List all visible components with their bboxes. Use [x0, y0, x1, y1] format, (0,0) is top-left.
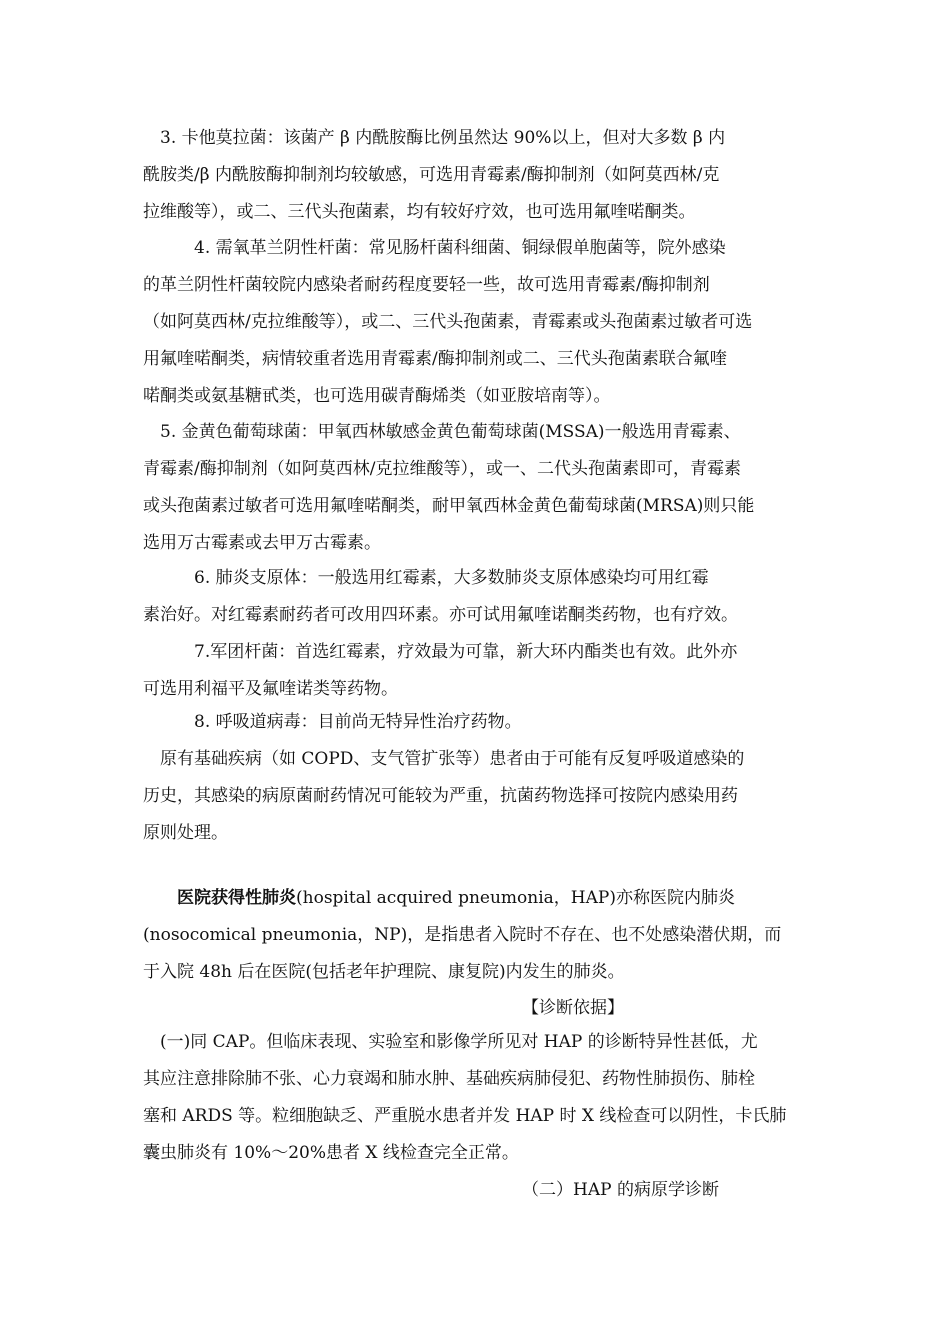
paragraph-mycoplasma	[143, 560, 813, 634]
text-line: (一)同 CAP。但临床表现、实验室和影像学所见对 HAP 的诊断特异性甚低，尤	[143, 1032, 758, 1052]
text-line: 选用万古霉素或去甲万古霉素。	[143, 533, 381, 553]
hap-term-rest: (hospital acquired pneumonia，HAP)亦称医院内肺炎	[296, 888, 735, 908]
text-line: 6. 肺炎支原体：一般选用红霉素，大多数肺炎支原体感染均可用红霉	[143, 568, 709, 588]
text-line: （如阿莫西林/克拉维酸等），或二、三代头孢菌素，青霉素或头孢菌素过敏者可选	[143, 312, 753, 332]
text-line: (nosocomical pneumonia，NP)，是指患者入院时不存在、也不处感染潜伏期，而	[143, 925, 782, 945]
paragraph-diagnosis-1	[143, 1024, 813, 1172]
text-line: 历史，其感染的病原菌耐药情况可能较为严重，抗菌药物选择可按院内感染用药	[143, 786, 738, 806]
paragraph-gram-negative	[143, 230, 813, 415]
paragraph-staphylococcus	[143, 414, 813, 562]
text-line: 拉维酸等），或二、三代头孢菌素，均有较好疗效，也可选用氟喹喏酮类。	[143, 202, 696, 222]
text-line: 可选用利福平及氟喹诺类等药物。	[143, 679, 398, 699]
paragraph-hap-definition	[143, 880, 813, 991]
text-line: 于入院 48h 后在医院(包括老年护理院、康复院)内发生的肺炎。	[143, 962, 625, 982]
diagnosis-2-heading: （二）HAP 的病原学诊断	[522, 1180, 719, 1200]
text-line: 塞和 ARDS 等。粒细胞缺乏、严重脱水患者并发 HAP 时 X 线检查可以阴性，卡氏肺	[143, 1106, 787, 1126]
text-line: 酰胺类/β 内酰胺酶抑制剂均较敏感，可选用青霉素/酶抑制剂（如阿莫西林/克	[143, 165, 720, 185]
text-line: 原有基础疾病（如 COPD、支气管扩张等）患者由于可能有反复呼吸道感染的	[143, 749, 745, 769]
text-line: 5. 金黄色葡萄球菌：甲氧西林敏感金黄色葡萄球菌(MSSA)一般选用青霉素、	[143, 422, 741, 442]
text-line: 3. 卡他莫拉菌：该菌产 β 内酰胺酶比例虽然达 90%以上，但对大多数 β 内	[143, 128, 726, 148]
paragraph-respiratory-virus	[143, 704, 813, 741]
text-line: 其应注意排除肺不张、心力衰竭和肺水肿、基础疾病肺侵犯、药物性肺损伤、肺栓	[143, 1069, 755, 1089]
text-line: 8. 呼吸道病毒：目前尚无特异性治疗药物。	[143, 712, 522, 732]
text-line: 囊虫肺炎有 10%～20%患者 X 线检查完全正常。	[143, 1143, 519, 1163]
paragraph-legionella	[143, 634, 813, 708]
text-line: 喏酮类或氨基糖甙类，也可选用碳青酶烯类（如亚胺培南等）。	[143, 386, 611, 406]
text-line: 4. 需氧革兰阴性杆菌：常见肠杆菌科细菌、铜绿假单胞菌等，院外感染	[143, 238, 726, 258]
paragraph-underlying-disease	[143, 741, 813, 852]
text-line: 用氟喹喏酮类，病情较重者选用青霉素/酶抑制剂或二、三代头孢菌素联合氟喹	[143, 349, 727, 369]
text-line	[143, 880, 813, 917]
text-line: 7.军团杆菌：首选红霉素，疗效最为可靠，新大环内酯类也有效。此外亦	[143, 642, 738, 662]
text-line: 原则处理。	[143, 823, 228, 843]
text-line: 或头孢菌素过敏者可选用氟喹喏酮类，耐甲氧西林金黄色葡萄球菌(MRSA)则只能	[143, 496, 755, 516]
text-line: 青霉素/酶抑制剂（如阿莫西林/克拉维酸等），或一、二代头孢菌素即可，青霉素	[143, 459, 741, 479]
diagnosis-heading: 【诊断依据】	[522, 998, 624, 1018]
paragraph-moraxella	[143, 120, 813, 231]
text-line: 素治好。对红霉素耐药者可改用四环素。亦可试用氟喹诺酮类药物，也有疗效。	[143, 605, 738, 625]
hap-term: 医院获得性肺炎	[177, 888, 296, 908]
text-line: 的革兰阴性杆菌较院内感染者耐药程度要轻一些，故可选用青霉素/酶抑制剂	[143, 275, 710, 295]
